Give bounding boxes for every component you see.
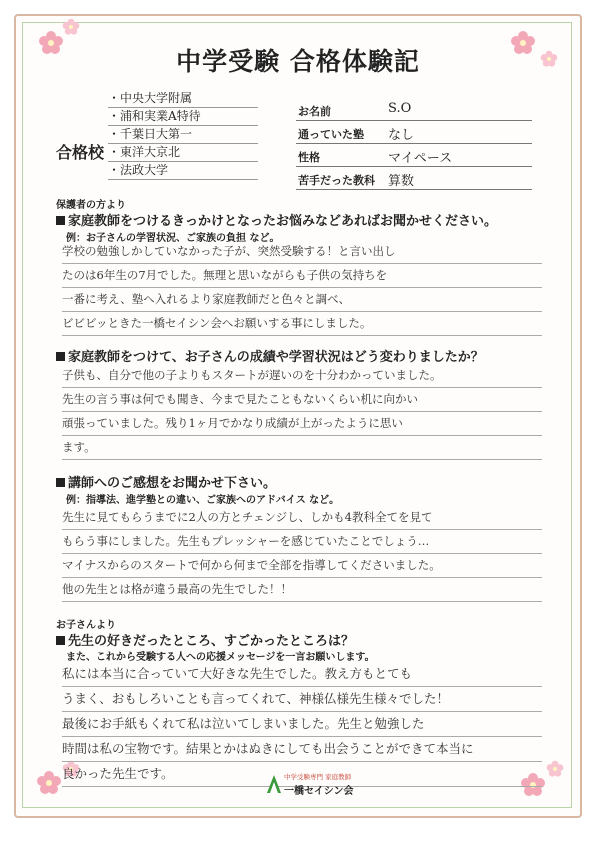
triangle-logo-icon <box>266 774 282 794</box>
answer-line: 良かった先生です。 <box>62 762 542 787</box>
answer-line: うまく、おもしろいことも言ってくれて、神様仏様先生様々でした！ <box>62 687 542 712</box>
student-info <box>296 100 532 192</box>
info-value: なし <box>388 128 415 143</box>
logo-name: 一橋セイシン会 <box>284 786 354 797</box>
answer-1 <box>62 240 542 336</box>
parent-section-heading: 保護者の方より <box>56 200 126 211</box>
answer-line: 頑張っていました。残り1ヶ月でかなり成績が上がったように思い <box>62 412 542 436</box>
info-value: 算数 <box>388 174 415 189</box>
info-value: マイペース <box>388 151 453 166</box>
answer-line: ます。 <box>62 436 542 460</box>
flower-icon <box>36 770 62 796</box>
answer-line: 私には本当に合っていて大好きな先生でした。教え方もとても <box>62 662 542 687</box>
info-label: 通っていた塾 <box>298 128 364 141</box>
question-text: 家庭教師をつけて、お子さんの成績や学習状況はどう変わりましたか？ <box>68 350 484 365</box>
info-row-personality <box>296 146 532 167</box>
answer-line: 他の先生とは格が違う最高の先生でした！！ <box>62 578 542 602</box>
answer-line: 先生の言う事は何でも聞き、今まで見たこともないくらい机に向かい <box>62 388 542 412</box>
school-item: ・東洋大京北 <box>108 144 258 162</box>
logo-tagline: 中学受験専門 家庭教師 <box>284 773 352 781</box>
page-title: 中学受験 合格体験記 <box>176 47 420 76</box>
question-text: 講師へのご感想をお聞かせ下さい。 <box>68 476 277 491</box>
answer-4 <box>62 662 542 787</box>
answer-line: ビビビッときた一橋セイシン会へお願いする事にしました。 <box>62 312 542 336</box>
answer-2 <box>62 364 542 460</box>
info-label: お名前 <box>298 105 331 118</box>
info-row-weak-subject <box>296 169 532 190</box>
info-row-juku <box>296 123 532 144</box>
schools-label: 合格校 <box>56 143 105 162</box>
question-text: 先生の好きだったところ、すごかったところは？ <box>68 634 355 649</box>
school-item: ・千葉日大第一 <box>108 126 258 144</box>
answer-line: マイナスからのスタートで何から何まで全部を指導してくださいました。 <box>62 554 542 578</box>
answer-line: たのは6年生の7月でした。無理と思いながらも子供の気持ちを <box>62 264 542 288</box>
question-2 <box>56 346 484 365</box>
square-bullet-icon <box>56 478 65 487</box>
square-bullet-icon <box>56 352 65 361</box>
question-4 <box>56 630 354 649</box>
flower-icon <box>62 18 80 36</box>
square-bullet-icon <box>56 636 65 645</box>
answer-line: 最後にお手紙もくれて私は泣いてしまいました。先生と勉強した <box>62 712 542 737</box>
answer-line: 学校の勉強しかしていなかった子が、突然受験する！と言い出し <box>62 240 542 264</box>
answer-line: 一番に考え、塾へ入れるより家庭教師だと色々と調べ、 <box>62 288 542 312</box>
school-item: ・浦和実業A特待 <box>108 108 258 126</box>
info-row-name <box>296 100 532 121</box>
info-label: 性格 <box>298 151 320 164</box>
question-1-example: 例：お子さんの学習状況、ご家族の負担 など。 <box>66 233 280 244</box>
info-value: S.O <box>388 101 412 116</box>
question-text: 家庭教師をつけるきっかけとなったお悩みなどあればお聞かせください。 <box>68 214 498 229</box>
child-section-heading: お子さんより <box>56 620 116 631</box>
info-label: 苦手だった教科 <box>298 174 375 187</box>
answer-line: 子供も、自分で他の子よりもスタートが遅いのを十分わかっていました。 <box>62 364 542 388</box>
flower-icon <box>546 760 564 778</box>
answer-3 <box>62 506 542 602</box>
question-3 <box>56 472 276 491</box>
question-3-example: 例：指導法、進学塾との違い、ご家族へのアドバイス など。 <box>66 495 340 506</box>
school-list <box>108 90 258 180</box>
company-logo <box>266 772 376 798</box>
question-4-subtext: また、これから受験する人への応援メッセージを一言お願いします。 <box>66 652 375 663</box>
question-1 <box>56 210 497 229</box>
answer-line: 時間は私の宝物です。結果とかはぬきにしても出会うことができて本当に <box>62 737 542 762</box>
school-item: ・法政大学 <box>108 162 258 180</box>
answer-line: 先生に見てもらうまでに2人の方とチェンジし、しかも4教科全てを見て <box>62 506 542 530</box>
square-bullet-icon <box>56 216 65 225</box>
school-item: ・中央大学附属 <box>108 90 258 108</box>
answer-line: もらう事にしました。先生もプレッシャーを感じていたことでしょう… <box>62 530 542 554</box>
